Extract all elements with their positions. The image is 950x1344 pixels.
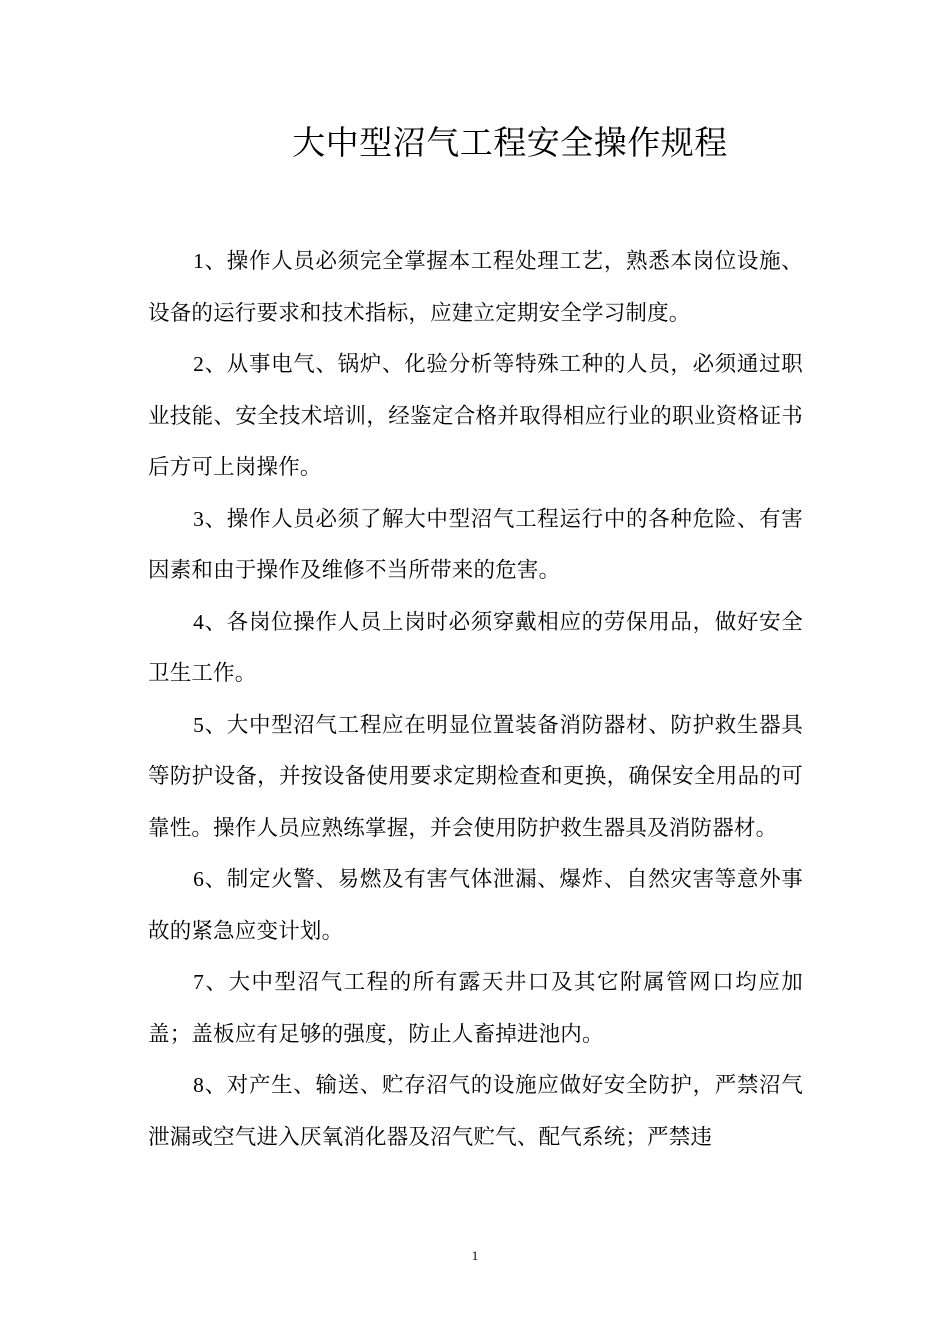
paragraph-number: 5 [193, 712, 205, 737]
paragraph-7 [148, 957, 803, 1060]
paragraph-number: 2 [193, 352, 205, 376]
paragraph-text: 、大中型沼气工程应在明显位置装备消防器材、防护救生器具等防护设备，并按设备使用要求定期检查和更换，确保安全用品的可靠性。操作人员应熟练掌握，并会使用防护救生器具及消防器材。 [148, 712, 803, 841]
paragraph-text: 、从事电气、锅炉、化验分析等特殊工种的人员，必须通过职业技能、安全技术培训，经鉴定合格并取得相应行业的职业资格证书后方可上岗操作。 [148, 352, 803, 480]
paragraph-text: 、对产生、输送、贮存沼气的设施应做好安全防护，严禁沼气泄漏或空气进入厌氧消化器及沼气贮气、配气系统；严禁违 [148, 1073, 803, 1150]
page-number: 1 [471, 1248, 479, 1263]
paragraph-text: 、大中型沼气工程的所有露天井口及其它附属管网口均应加盖；盖板应有足够的强度，防止人畜掉进池内。 [148, 970, 803, 1047]
paragraph-5 [148, 700, 803, 855]
paragraph-number: 1 [193, 249, 205, 273]
paragraph-number: 4 [193, 609, 205, 634]
paragraph-text: 、操作人员必须完全掌握本工程处理工艺，熟悉本岗位设施、设备的运行要求和技术指标，应建立定期安全学习制度。 [148, 249, 803, 326]
paragraph-6 [148, 854, 803, 957]
paragraph-text: 、制定火警、易燃及有害气体泄漏、爆炸、自然灾害等意外事故的紧急应变计划。 [148, 867, 803, 944]
document-body [148, 236, 803, 1163]
paragraph-2 [148, 339, 803, 494]
paragraph-text: 、各岗位操作人员上岗时必须穿戴相应的劳保用品，做好安全卫生工作。 [148, 609, 803, 686]
paragraph-text: 、操作人员必须了解大中型沼气工程运行中的各种危险、有害因素和由于操作及维修不当所带来的危害。 [148, 506, 803, 583]
paragraph-number: 8 [193, 1073, 205, 1097]
paragraph-number: 6 [193, 867, 205, 891]
paragraph-number: 3 [193, 506, 205, 531]
paragraph-8 [148, 1060, 803, 1163]
paragraph-3 [148, 494, 803, 597]
paragraph-1 [148, 236, 803, 339]
document-title: 大中型沼气工程安全操作规程 [292, 123, 728, 162]
paragraph-4 [148, 597, 803, 700]
paragraph-number: 7 [193, 970, 205, 994]
